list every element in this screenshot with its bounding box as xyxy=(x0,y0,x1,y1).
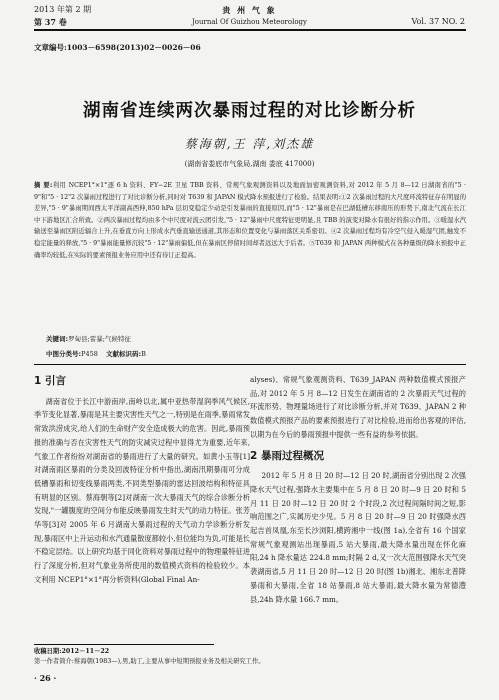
overview-paragraph: 2012 年 5 月 8 日 20 时—12 日 20 时,湖南省分别出现 2 次强降水天气过程,强降水主要集中在 5 月 8 日 20 时—9 日 20 时和 5 月 11 日 20 时—12 日 20 时 2 个时段,2 次过程间隔时间之短,影响范围之广,实属历史少见。5 月 8 日 20 时—9 日 20 时强降水西起吉首凤凰,东至长沙浏阳,横跨湘中一线(图 1a),全省有 16 个国家常规气象观测站出现暴雨,5 站大暴雨,最大降水量出现在怀化麻阳,24 h 降水量达 224.8 mm;时隔 2 d,又一次大范围强降水天气突袭湖南省,5 月 11 日 20 时—12 日 20 时(图 1b)湘北、湘东北普降暴雨和大暴雨,全省 18 站暴雨,8 站大暴雨,最大降水量为常德澧县,24h 降水量 166.7 mm。 xyxy=(250,471,466,604)
abstract-rule xyxy=(34,364,466,365)
clc-label: 中图分类号: xyxy=(46,350,82,358)
author-bio: 第一作者简介:蔡海朝(1983—),男,助工,主要从事中短期预报业务及相关研究工作。 xyxy=(34,658,265,665)
right-column xyxy=(250,373,466,606)
affiliation: (湖南省娄底市气象局,湖南 娄底 417000) xyxy=(184,160,315,168)
keywords xyxy=(46,334,446,344)
keywords-label: 关键词: xyxy=(46,335,69,343)
journal-name-en: Journal Of Guizhou Meteorology xyxy=(192,18,307,26)
volume-label: 第 37 卷 xyxy=(34,17,67,27)
abstract xyxy=(34,180,466,261)
received-date: 收稿日期:2012－11－22 xyxy=(34,648,110,655)
paper-title: 湖南省连续两次暴雨过程的对比诊断分析 xyxy=(83,101,416,121)
page-number: · 26 · xyxy=(34,673,57,683)
abstract-label: 摘 要: xyxy=(34,182,53,189)
classification xyxy=(46,349,446,359)
authors: 蔡海朝,王 萍,刘杰雄 xyxy=(184,137,315,151)
clc-code: P458 xyxy=(81,350,98,358)
intro-paragraph: 湖南省位于长江中游南岸,南岭以北,属中亚热带湿润季风气候区,季节变化显著,暴雨是其主要灾害性天气之一,特别是在雨季,暴雨常发常致洪涝成灾,给人们的生命财产安全造成极大的危害。因此,暴雨预报的准确与否在灾害性天气的防灾减灾过程中显得尤为重要,近年来,气象工作者纷纷对湖南省的暴雨进行了大量的研究。如黄小玉等[1]对湖南雨区暴雨的分类及回波特征分析中指出,湖南汛期暴雨可分成低槽暴雨和切变线暴雨两类,不同类型暴雨的雷达回波结构和特征具有明显的区别。蔡海朝等[2]对湖南一次大暴雨天气的综合诊断分析发现,"一罐腹度的空间分布能反映暴雨发生时天气的动力特征。张芳华等[3]对 2005 年 6 月湖南大暴雨过程的天气动力学诊断分析发现,暴雨区中上升运动和水汽通量散度都较小,但位能均为负,可能是长不稳定层结。以上研究均基于同化资料对暴雨过程中的物理量特征进行了深度分析,但对气象业务所使用的数值模式资料的检验较少。本文利用 NCEP1°×1°再分析资料(Global Final An- xyxy=(34,396,250,584)
doc-code-label: 文献标识码: xyxy=(105,350,142,358)
journal-name: 贵 州 气 象 xyxy=(222,5,277,15)
vol-no-label: Vol. 37 NO. 2 xyxy=(411,17,465,26)
section-2-heading: 2 暴雨过程概况 xyxy=(250,449,324,462)
header-rule xyxy=(34,29,466,31)
section-1-heading: 1 引言 xyxy=(34,375,66,387)
left-column xyxy=(34,373,250,587)
footnote-rule xyxy=(34,644,214,645)
keywords-text: 罗甸县;雷暴;气候特征 xyxy=(68,335,131,343)
abstract-text: 利用 NCEP1°×1°逐 6 h 资料、FY−2E 卫星 TBB 资料、常规气象观测资料以及地面加密观测资料,对 2012 年 5 月 8—12 日湖南省的"5 · 9"和"5 · 12"2 次暴雨过程进行了对比诊断分析,同时对 T639 和 JAPAN 模式降水预报进行了检验。结果表明:①2 次暴雨过程的大尺度环流特征存在明显的差异,"5 · 9"暴雨期间西太平洋副高西伸,850 hPa 层切变稳定少动是引发暴雨的直接原因,而"5 · 12"暴雨是在巴湖低槽东移南压的形势下,南北气流在长江中下游地区汇合所致。②两次暴雨过程均由多个中尺度对流云团引发,"5 · 12"暴雨中尺度特征更明显,且 TBB 的演变对降水有很好的指示作用。③暖湿水汽输送至暴雨区附近辐合上升,在垂直方向上形成水汽垂直输送通道,其形态和位置变化与暴雨落区关系密切。④2 次暴雨过程均有冷空气侵入暖湿气团,触发不稳定能量的释放,"5 · 9"暴雨能量修沉较"5 · 12"暴雨偏低,但在暴雨区停留时间却者远远大于后者。⑤T639 和 JAPAN 两种模式在各种量级的降水预报中正确率均较低,在实际的要素预报业务应用中还有待订正提高。 xyxy=(34,182,466,259)
article-id: 文章编号:1003－6598(2013)02－0026－06 xyxy=(34,43,201,52)
issue-label: 2013 年第 2 期 xyxy=(34,5,92,14)
intro-continued: alyses)、常规气象观测资料、T639_JAPAN 两种数值模式预报产品,对 2012 年 5 月 8—12 日发生在湖南省的 2 次暴雨天气过程的环流形势、物理量场进行了对比诊断分析,并对 T639、JAPAN 2 种数值模式预报产品的要素预报进行了对比检验,进而给出客观的评估,以期为在今后的暴雨预报中提供一些有益的参考依据。 xyxy=(250,375,466,439)
doc-code: B xyxy=(141,350,146,358)
